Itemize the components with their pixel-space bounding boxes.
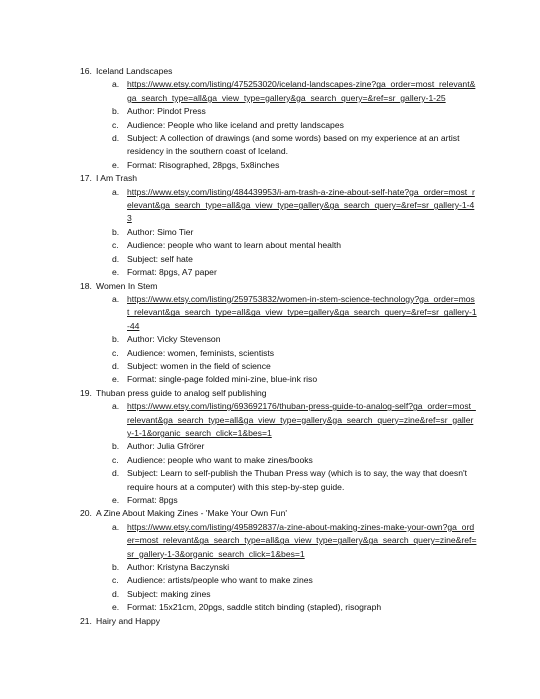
entry-heading	[80, 172, 480, 185]
detail-letter: c.	[112, 119, 119, 130]
detail-item	[112, 588, 480, 601]
entry-heading	[80, 507, 480, 520]
detail-letter: a.	[112, 186, 120, 197]
detail-item	[112, 373, 480, 386]
detail-item	[112, 132, 480, 159]
detail-letter: c.	[112, 454, 119, 465]
detail-item	[112, 360, 480, 373]
detail-letter: d.	[112, 133, 120, 144]
detail-letter: e.	[112, 267, 120, 278]
detail-letter: a.	[112, 79, 120, 90]
detail-text: Audience: people who want to make zines/books	[127, 454, 313, 465]
detail-item	[112, 400, 480, 440]
detail-text: Audience: people who want to learn about mental health	[127, 240, 342, 251]
detail-text: Format: Risographed, 28pgs, 5x8inches	[127, 159, 280, 170]
detail-text: Author: Julia Gfrörer	[127, 441, 205, 452]
list-item	[80, 387, 480, 508]
detail-item	[112, 494, 480, 507]
detail-item	[112, 78, 480, 105]
entry-details	[80, 521, 480, 615]
detail-letter: d.	[112, 253, 120, 264]
detail-letter: d.	[112, 360, 120, 371]
entry-heading	[80, 65, 480, 78]
detail-item	[112, 293, 480, 333]
detail-item	[112, 440, 480, 453]
detail-item	[112, 119, 480, 132]
detail-letter: d.	[112, 588, 120, 599]
detail-item	[112, 454, 480, 467]
entry-number: 18.	[80, 280, 92, 291]
detail-item	[112, 574, 480, 587]
list-item	[80, 615, 480, 628]
entry-details	[80, 293, 480, 387]
detail-text: Subject: women in the field of science	[127, 360, 271, 371]
entry-heading	[80, 280, 480, 293]
entry-title: Thuban press guide to analog self publishing	[96, 387, 267, 398]
entry-title: A Zine About Making Zines - 'Make Your Own Fun'	[96, 508, 288, 519]
list-item	[80, 280, 480, 387]
detail-letter: c.	[112, 575, 119, 586]
detail-item	[112, 601, 480, 614]
detail-letter: e.	[112, 374, 120, 385]
detail-letter: e.	[112, 495, 120, 505]
entry-title: Women In Stem	[96, 280, 158, 291]
detail-letter: c.	[112, 347, 119, 358]
entry-details	[80, 186, 480, 280]
detail-text: Format: 15x21cm, 20pgs, saddle stitch binding (stapled), risograph	[127, 602, 382, 613]
entry-details	[80, 400, 480, 507]
detail-text: Audience: artists/people who want to make zines	[127, 575, 313, 586]
detail-item	[112, 347, 480, 360]
detail-text: Subject: Learn to self-publish the Thuban Press way (which is to say, the way that doesn't require hours at a computer) with this step-by-step guide.	[127, 468, 468, 492]
entry-number: 17.	[80, 173, 92, 184]
detail-letter: a.	[112, 401, 120, 412]
listing-link[interactable]: https://www.etsy.com/listing/693692176/thuban-press-guide-to-analog-self?ga_order=most_relevant&ga_search_type=all&ga_view_type=gallery&ga_search_query=zine&ref=sr_gallery-1-1&organic_search_click=1&bes=1	[127, 401, 476, 438]
detail-text: Subject: self hate	[127, 253, 193, 264]
detail-letter: b.	[112, 562, 120, 573]
detail-text: Audience: women, feminists, scientists	[127, 347, 275, 358]
entry-number: 21.	[80, 615, 92, 626]
listing-link[interactable]: https://www.etsy.com/listing/495892837/a-zine-about-making-zines-make-your-own?ga_order=most_relevant&ga_search_type=all&ga_view_type=gallery&ga_search_query=zine&ref=sr_gallery-1-3&organic_search_click=1&bes=1	[127, 521, 477, 559]
detail-item	[112, 561, 480, 574]
detail-text: Format: 8pgs	[127, 495, 178, 505]
detail-item	[112, 105, 480, 118]
list-item	[80, 65, 480, 172]
entry-number: 19.	[80, 387, 92, 398]
detail-item	[112, 467, 480, 494]
listing-link[interactable]: https://www.etsy.com/listing/475253020/iceland-landscapes-zine?ga_order=most_relevant&ga_search_type=all&ga_view_type=gallery&ga_search_query=&ref=sr_gallery-1-25	[127, 79, 476, 103]
detail-text: Subject: A collection of drawings (and some words) based on my experience at an artist residency in the southern coast of Iceland.	[127, 133, 460, 157]
zine-list	[80, 65, 480, 628]
detail-letter: b.	[112, 441, 120, 452]
detail-letter: c.	[112, 240, 119, 251]
detail-letter: b.	[112, 334, 120, 345]
detail-item	[112, 159, 480, 172]
detail-item	[112, 226, 480, 239]
entry-heading	[80, 615, 480, 628]
list-item	[80, 507, 480, 614]
entry-title: I Am Trash	[96, 173, 138, 184]
entry-heading	[80, 387, 480, 400]
entry-details	[80, 78, 480, 172]
entry-title: Iceland Landscapes	[96, 66, 173, 76]
detail-text: Author: Simo Tier	[127, 226, 194, 237]
detail-letter: a.	[112, 293, 120, 304]
detail-text: Audience: People who like iceland and pretty landscapes	[127, 119, 344, 130]
list-item	[80, 172, 480, 279]
detail-text: Format: single-page folded mini-zine, blue-ink riso	[127, 374, 318, 385]
detail-letter: e.	[112, 159, 120, 170]
detail-item	[112, 186, 480, 226]
detail-item	[112, 253, 480, 266]
detail-text: Subject: making zines	[127, 588, 211, 599]
listing-link[interactable]: https://www.etsy.com/listing/484439953/i-am-trash-a-zine-about-self-hate?ga_order=most_relevant&ga_search_type=all&ga_view_type=gallery&ga_search_query=&ref=sr_gallery-1-43	[127, 186, 475, 224]
listing-link[interactable]: https://www.etsy.com/listing/259753832/women-in-stem-science-technology?ga_order=most_relevant&ga_search_type=all&ga_view_type=gallery&ga_search_query=&ref=sr_gallery-1-44	[127, 293, 477, 331]
detail-item	[112, 333, 480, 346]
detail-text: Format: 8pgs, A7 paper	[127, 267, 217, 278]
detail-letter: b.	[112, 226, 120, 237]
detail-item	[112, 239, 480, 252]
detail-text: Author: Pindot Press	[127, 106, 206, 117]
entry-number: 20.	[80, 508, 92, 519]
detail-letter: d.	[112, 468, 120, 479]
detail-text: Author: Vicky Stevenson	[127, 334, 221, 345]
detail-text: Author: Kristyna Baczynski	[127, 562, 230, 573]
detail-item	[112, 266, 480, 279]
detail-letter: e.	[112, 602, 120, 613]
detail-item	[112, 521, 480, 561]
detail-letter: b.	[112, 106, 120, 117]
detail-letter: a.	[112, 521, 120, 532]
entry-number: 16.	[80, 66, 92, 76]
entry-title: Hairy and Happy	[96, 615, 161, 626]
